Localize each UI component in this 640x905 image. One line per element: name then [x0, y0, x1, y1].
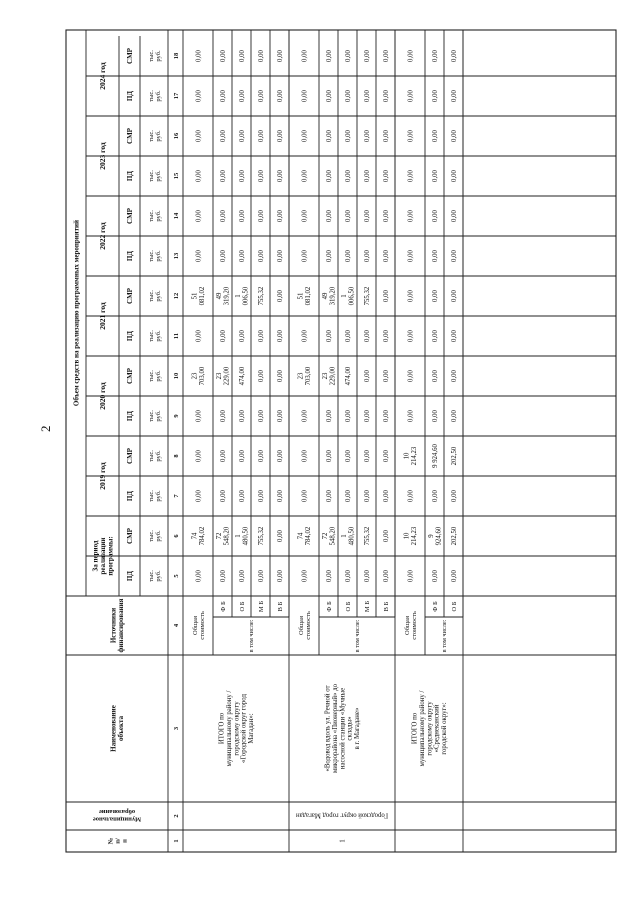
cell-value: 0,00 — [450, 370, 458, 382]
cell-value: 0,00 — [431, 490, 439, 502]
cell-value: 0,00 — [219, 130, 227, 142]
cell-value: 0,00 — [450, 290, 458, 302]
unit-label: тыс.руб. — [147, 370, 162, 382]
cell-value: 0,00 — [195, 570, 203, 582]
cell-value: 1480,50 — [341, 526, 356, 546]
cell-value: 0,00 — [238, 330, 246, 342]
source-code: О Б — [450, 601, 458, 612]
cell-value: 0,00 — [382, 90, 390, 102]
cell-value: 755,32 — [257, 526, 265, 546]
cell-value: 0,00 — [382, 330, 390, 342]
unit-label: тыс.руб. — [147, 290, 162, 302]
source-code: О Б — [344, 601, 352, 612]
cell-value: 0,00 — [363, 410, 371, 422]
column-number: 17 — [172, 92, 180, 100]
cell-value: 0,00 — [363, 250, 371, 262]
cell-value: 0,00 — [363, 330, 371, 342]
cell-value: 0,00 — [325, 330, 333, 342]
cell-value: 0,00 — [407, 250, 415, 262]
cell-value: 0,00 — [195, 50, 203, 62]
cell-value: 23703,00 — [191, 366, 207, 386]
cell-value: 0,00 — [301, 570, 309, 582]
cell-value: 0,00 — [431, 370, 439, 382]
cell-value: 0,00 — [344, 250, 352, 262]
cell-value: 0,00 — [301, 490, 309, 502]
column-number: 4 — [172, 623, 180, 628]
cell-value: 0,00 — [238, 490, 246, 502]
cell-value: 0,00 — [344, 490, 352, 502]
period-header: 2022 год — [98, 222, 108, 250]
cell-value: 0,00 — [344, 570, 352, 582]
cell-value: 0,00 — [238, 170, 246, 182]
cell-value: 0,00 — [238, 50, 246, 62]
total-cost-label: Общаястоимость — [191, 611, 206, 640]
cell-value: 474,00 — [238, 366, 246, 386]
column-number: 2 — [172, 814, 180, 818]
cell-value: 0,00 — [407, 90, 415, 102]
smr-header: СМР — [125, 128, 134, 144]
cell-value: 0,00 — [382, 130, 390, 142]
cell-value: 0,00 — [363, 90, 371, 102]
column-number: 6 — [172, 534, 180, 538]
cell-value: 0,00 — [238, 450, 246, 462]
source-code: Ф Б — [219, 601, 227, 612]
cell-value: 0,00 — [431, 50, 439, 62]
column-number: 15 — [172, 172, 180, 180]
cell-value: 0,00 — [301, 210, 309, 222]
cell-value: 0,00 — [325, 450, 333, 462]
cell-value: 72548,20 — [216, 526, 231, 546]
cell-value: 755,32 — [363, 286, 371, 306]
column-number: 1 — [172, 839, 180, 843]
period-header: 2023 год — [98, 142, 108, 170]
cell-value: 0,00 — [450, 410, 458, 422]
cell-value: 0,00 — [219, 250, 227, 262]
col-header-no: №п/п — [107, 837, 129, 845]
pd-header: ПД — [125, 410, 134, 422]
cell-value: 0,00 — [344, 210, 352, 222]
cell-value: 0,00 — [407, 330, 415, 342]
smr-header: СМР — [125, 48, 134, 64]
total-cost-label: Общаястоимость — [297, 611, 312, 640]
cell-value: 0,00 — [363, 210, 371, 222]
cell-value: 0,00 — [325, 170, 333, 182]
cell-value: 0,00 — [301, 450, 309, 462]
cell-value: 0,00 — [344, 170, 352, 182]
column-number: 10 — [172, 372, 180, 380]
cell-value: 0,00 — [195, 170, 203, 182]
unit-label: тыс.руб. — [147, 90, 162, 102]
cell-value: 0,00 — [431, 250, 439, 262]
cell-value: 0,00 — [407, 210, 415, 222]
cell-value: 0,00 — [301, 130, 309, 142]
table-title: Объем средств на реализацию программных мероприятий — [72, 219, 81, 407]
cell-value: 0,00 — [219, 50, 227, 62]
source-code: В Б — [382, 601, 390, 612]
cell-value: 0,00 — [325, 410, 333, 422]
column-number: 9 — [172, 414, 180, 418]
unit-label: тыс.руб. — [147, 130, 162, 142]
cell-value: 1006,50 — [235, 286, 250, 306]
period-header: 2020 год — [98, 382, 108, 410]
cell-value: 0,00 — [276, 90, 284, 102]
cell-value: 23229,00 — [216, 366, 231, 386]
period-header: 2024 год — [98, 62, 108, 90]
cell-value: 72548,20 — [322, 526, 337, 546]
cell-value: 0,00 — [301, 250, 309, 262]
cell-value: 0,00 — [382, 290, 390, 302]
cell-value: 0,00 — [363, 50, 371, 62]
cell-value: 755,32 — [363, 526, 371, 546]
cell-value: 0,00 — [450, 90, 458, 102]
column-number: 13 — [172, 252, 180, 260]
pd-header: ПД — [125, 570, 134, 582]
pd-header: ПД — [125, 250, 134, 262]
source-code: О Б — [238, 601, 246, 612]
cell-value: 0,00 — [431, 570, 439, 582]
cell-value: 0,00 — [431, 330, 439, 342]
cell-value: 0,00 — [238, 250, 246, 262]
unit-label: тыс.руб. — [147, 410, 162, 422]
source-code: Ф Б — [325, 601, 333, 612]
cell-value: 0,00 — [219, 490, 227, 502]
cell-value: 51081,02 — [191, 286, 207, 306]
cell-value: 0,00 — [407, 570, 415, 582]
cell-value: 0,00 — [407, 170, 415, 182]
cell-value: 0,00 — [431, 410, 439, 422]
cell-value: 0,00 — [450, 170, 458, 182]
smr-header: СМР — [125, 208, 134, 224]
cell-value: 0,00 — [276, 370, 284, 382]
column-number: 5 — [172, 574, 180, 578]
cell-value: 0,00 — [238, 130, 246, 142]
cell-value: 0,00 — [382, 530, 390, 542]
source-code: М Б — [363, 600, 371, 613]
cell-value: 0,00 — [257, 410, 265, 422]
unit-label: тыс.руб. — [147, 570, 162, 582]
incl-label: в том числе: — [248, 619, 256, 653]
period-header: 2021 год — [98, 302, 108, 330]
unit-label: тыс.руб. — [147, 210, 162, 222]
col-header-municipality: Муниципальноеобразование — [92, 808, 142, 823]
cell-value: 0,00 — [325, 250, 333, 262]
cell-value: 49319,20 — [216, 286, 231, 306]
cell-value: 0,00 — [431, 210, 439, 222]
cell-value: 0,00 — [407, 490, 415, 502]
cell-value: 0,00 — [257, 130, 265, 142]
cell-value: 0,00 — [257, 250, 265, 262]
cell-value: 0,00 — [382, 490, 390, 502]
object-name: ИТОГО помуниципальному району /городскому округу«Среднеканскийгородской округ»: — [411, 690, 449, 767]
unit-label: тыс.руб. — [147, 50, 162, 62]
cell-value: 0,00 — [363, 370, 371, 382]
row-number: 1 — [338, 839, 347, 843]
unit-label: тыс.руб. — [147, 170, 162, 182]
cell-value: 755,32 — [257, 286, 265, 306]
cell-value: 0,00 — [301, 330, 309, 342]
column-number: 11 — [172, 332, 180, 340]
cell-value: 0,00 — [325, 90, 333, 102]
cell-value: 0,00 — [276, 410, 284, 422]
cell-value: 0,00 — [325, 50, 333, 62]
column-number: 16 — [172, 132, 180, 140]
column-number: 3 — [172, 726, 180, 731]
cell-value: 0,00 — [344, 130, 352, 142]
cell-value: 0,00 — [257, 210, 265, 222]
cell-value: 1006,50 — [341, 286, 356, 306]
cell-value: 0,00 — [219, 410, 227, 422]
cell-value: 0,00 — [382, 250, 390, 262]
cell-value: 202,50 — [450, 446, 458, 466]
source-code: М Б — [257, 600, 265, 613]
cell-value: 0,00 — [325, 210, 333, 222]
cell-value: 0,00 — [382, 50, 390, 62]
cell-value: 0,00 — [276, 170, 284, 182]
cell-value: 0,00 — [276, 450, 284, 462]
smr-header: СМР — [125, 528, 134, 544]
unit-label: тыс.руб. — [147, 530, 162, 542]
cell-value: 0,00 — [195, 490, 203, 502]
cell-value: 9924,60 — [428, 526, 443, 546]
cell-value: 0,00 — [450, 130, 458, 142]
cell-value: 0,00 — [195, 330, 203, 342]
unit-label: тыс.руб. — [147, 490, 162, 502]
cell-value: 0,00 — [363, 130, 371, 142]
cell-value: 0,00 — [257, 490, 265, 502]
cell-value: 0,00 — [407, 370, 415, 382]
cell-value: 1480,50 — [235, 526, 250, 546]
cell-value: 23229,00 — [322, 366, 337, 386]
cell-value: 0,00 — [431, 290, 439, 302]
cell-value: 0,00 — [276, 530, 284, 542]
cell-value: 0,00 — [407, 130, 415, 142]
column-number: 7 — [172, 494, 180, 498]
cell-value: 51081,02 — [297, 286, 313, 306]
period-header: 2019 год — [98, 462, 108, 490]
cell-value: 0,00 — [238, 410, 246, 422]
unit-label: тыс.руб. — [147, 450, 162, 462]
cell-value: 0,00 — [257, 50, 265, 62]
cell-value: 0,00 — [382, 450, 390, 462]
cell-value: 23703,00 — [297, 366, 313, 386]
cell-value: 0,00 — [363, 170, 371, 182]
cell-value: 0,00 — [431, 170, 439, 182]
cell-value: 0,00 — [325, 130, 333, 142]
cell-value: 0,00 — [276, 570, 284, 582]
column-number: 8 — [172, 454, 180, 458]
pd-header: ПД — [125, 330, 134, 342]
cell-value: 0,00 — [195, 90, 203, 102]
cell-value: 0,00 — [344, 90, 352, 102]
cell-value: 0,00 — [301, 170, 309, 182]
cell-value: 0,00 — [382, 410, 390, 422]
cell-value: 0,00 — [257, 570, 265, 582]
unit-label: тыс.руб. — [147, 250, 162, 262]
cell-value: 0,00 — [344, 50, 352, 62]
cell-value: 0,00 — [382, 370, 390, 382]
cell-value: 202,50 — [450, 526, 458, 546]
object-name: «Водовод вдоль ул. Речной отмикрорайона «Пионерный» донасосной станции «Мучныесклады»в г. Магадане» — [324, 683, 362, 774]
cell-value: 0,00 — [450, 490, 458, 502]
cell-value: 0,00 — [238, 570, 246, 582]
col-header-source: Источникифинансирования — [109, 598, 126, 653]
cell-value: 0,00 — [276, 250, 284, 262]
cell-value: 0,00 — [257, 450, 265, 462]
period-header: За периодреализациипрограммы: — [91, 536, 115, 576]
cell-value: 0,00 — [276, 290, 284, 302]
cell-value: 0,00 — [276, 130, 284, 142]
cell-value: 0,00 — [276, 50, 284, 62]
cell-value: 0,00 — [344, 450, 352, 462]
cell-value: 0,00 — [276, 490, 284, 502]
cell-value: 10214,23 — [403, 526, 419, 546]
column-number: 12 — [172, 292, 180, 300]
cell-value: 0,00 — [382, 210, 390, 222]
cell-value: 74784,02 — [191, 526, 207, 546]
total-cost-label: Общаястоимость — [403, 611, 418, 640]
cell-value: 10214,23 — [403, 446, 419, 466]
cell-value: 0,00 — [219, 450, 227, 462]
cell-value: 0,00 — [382, 170, 390, 182]
unit-label: тыс.руб. — [147, 330, 162, 342]
cell-value: 0,00 — [219, 570, 227, 582]
cell-value: 0,00 — [195, 250, 203, 262]
cell-value: 0,00 — [219, 170, 227, 182]
cell-value: 0,00 — [450, 250, 458, 262]
cell-value: 49319,20 — [322, 286, 337, 306]
cell-value: 0,00 — [276, 330, 284, 342]
cell-value: 0,00 — [301, 410, 309, 422]
cell-value: 0,00 — [407, 290, 415, 302]
cell-value: 0,00 — [450, 330, 458, 342]
cell-value: 0,00 — [195, 410, 203, 422]
pd-header: ПД — [125, 90, 134, 102]
cell-value: 0,00 — [407, 50, 415, 62]
cell-value: 0,00 — [195, 130, 203, 142]
cell-value: 0,00 — [407, 410, 415, 422]
table — [66, 30, 616, 852]
source-code: В Б — [276, 601, 284, 612]
cell-value: 0,00 — [238, 210, 246, 222]
cell-value: 0,00 — [344, 410, 352, 422]
page-number: 2 — [38, 425, 53, 432]
smr-header: СМР — [125, 368, 134, 384]
cell-value: 0,00 — [382, 570, 390, 582]
incl-label: в том числе: — [441, 619, 449, 653]
cell-value: 0,00 — [257, 170, 265, 182]
cell-value: 74784,02 — [297, 526, 313, 546]
cell-value: 0,00 — [257, 330, 265, 342]
smr-header: СМР — [125, 288, 134, 304]
cell-value: 0,00 — [238, 90, 246, 102]
cell-value: 0,00 — [195, 450, 203, 462]
cell-value: 0,00 — [344, 330, 352, 342]
cell-value: 0,00 — [363, 490, 371, 502]
pd-header: ПД — [125, 170, 134, 182]
cell-value: 0,00 — [219, 210, 227, 222]
cell-value: 0,00 — [450, 50, 458, 62]
cell-value: 0,00 — [301, 50, 309, 62]
cell-value: 474,00 — [344, 366, 352, 386]
pd-header: ПД — [125, 490, 134, 502]
object-name: ИТОГО помуниципальному району /городскому округу«Городской округ городМагадан»: — [218, 690, 256, 767]
cell-value: 0,00 — [363, 450, 371, 462]
cell-value: 0,00 — [431, 90, 439, 102]
cell-value: 0,00 — [450, 210, 458, 222]
source-code: Ф Б — [431, 601, 439, 612]
col-header-object: Наименованиеобъекта — [109, 705, 126, 752]
cell-value: 0,00 — [276, 210, 284, 222]
cell-value: 0,00 — [195, 210, 203, 222]
cell-value: 0,00 — [325, 490, 333, 502]
cell-value: 0,00 — [257, 370, 265, 382]
column-number: 14 — [172, 212, 180, 220]
cell-value: 0,00 — [301, 90, 309, 102]
cell-value: 0,00 — [257, 90, 265, 102]
incl-label: в том числе: — [354, 619, 362, 653]
cell-value: 0,00 — [431, 130, 439, 142]
cell-value: 0,00 — [325, 570, 333, 582]
smr-header: СМР — [125, 448, 134, 464]
cell-value: 0,00 — [450, 570, 458, 582]
cell-value: 0,00 — [219, 330, 227, 342]
cell-value: 0,00 — [363, 570, 371, 582]
municipality-name: Городской округ город Магадан — [295, 811, 389, 819]
cell-value: 9 924,60 — [431, 444, 439, 468]
column-number: 18 — [172, 52, 180, 60]
cell-value: 0,00 — [219, 90, 227, 102]
